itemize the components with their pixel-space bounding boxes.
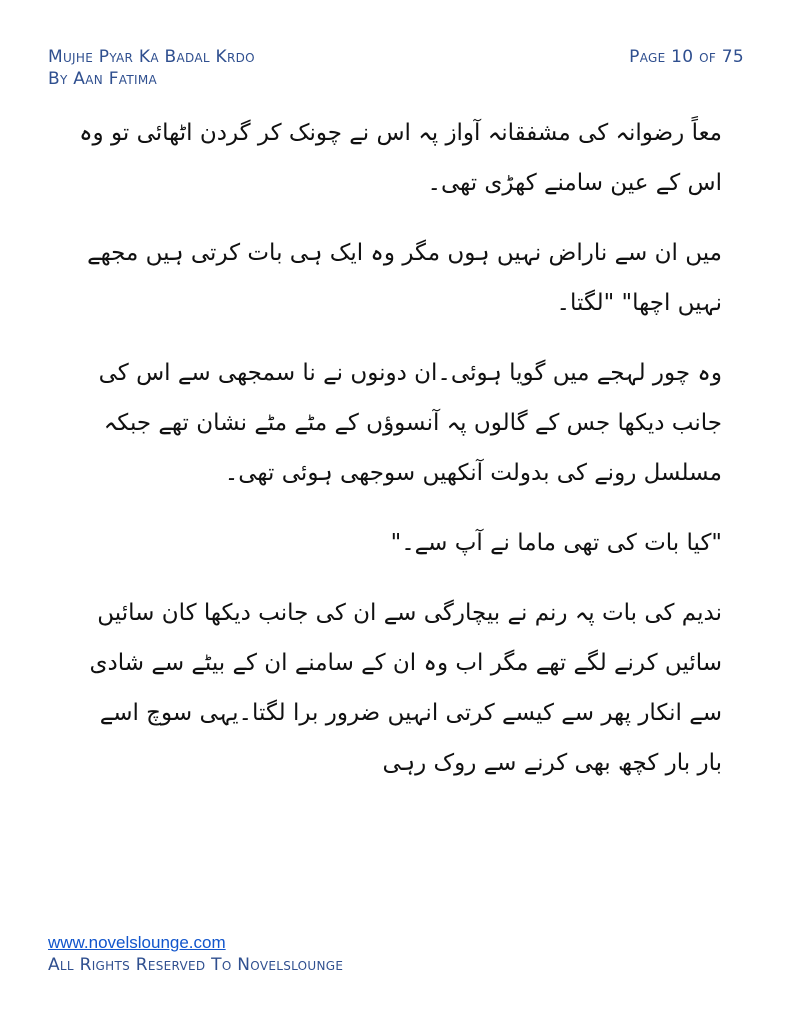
paragraph-1: معاً رضوانہ کی مشفقانہ آواز پہ اس نے چونک کر گردن اٹھائی تو وہ اس کے عین سامنے کھڑی تھی۔ xyxy=(79,120,722,196)
paragraph-2: میں ان سے ناراض نہیں ہوں مگر وہ ایک ہی بات کرتی ہیں مجھے نہیں اچھا" "لگتا۔ xyxy=(87,240,722,316)
page-header xyxy=(48,46,744,94)
paragraph-4: "کیا بات کی تھی ماما نے آپ سے۔" xyxy=(390,530,722,556)
author-name: By Aan Fatima xyxy=(48,69,158,89)
story-text xyxy=(70,108,722,808)
page-number: Page 10 of 75 xyxy=(629,47,744,67)
page-footer xyxy=(48,932,744,976)
rights-notice: All Rights Reserved To Novelslounge xyxy=(48,955,344,975)
paragraph-3: وہ چور لہجے میں گویا ہوئی۔ان دونوں نے نا سمجھی سے اس کی جانب دیکھا جس کے گالوں پہ آنسوؤں کے مٹے مٹے نشان تھے جبکہ مسلسل رونے کی بدولت آنکھیں سوجھی ہوئی تھی۔ xyxy=(98,360,722,486)
novel-title: Mujhe Pyar Ka Badal Krdo xyxy=(48,47,255,67)
paragraph-5: ندیم کی بات پہ رنم نے بیچارگی سے ان کی جانب دیکھا کان سائیں سائیں کرنے لگے تھے مگر اب وہ ان کے سامنے ان کے بیٹے سے شادی سے انکار پھر سے کیسے کرتی انہیں ضرور برا لگتا۔یہی سوچ اسے بار بار کچھ بھی کرنے سے روک رہی xyxy=(89,600,722,776)
header-title-block xyxy=(48,46,255,90)
website-link[interactable]: www.novelslounge.com xyxy=(48,933,226,952)
